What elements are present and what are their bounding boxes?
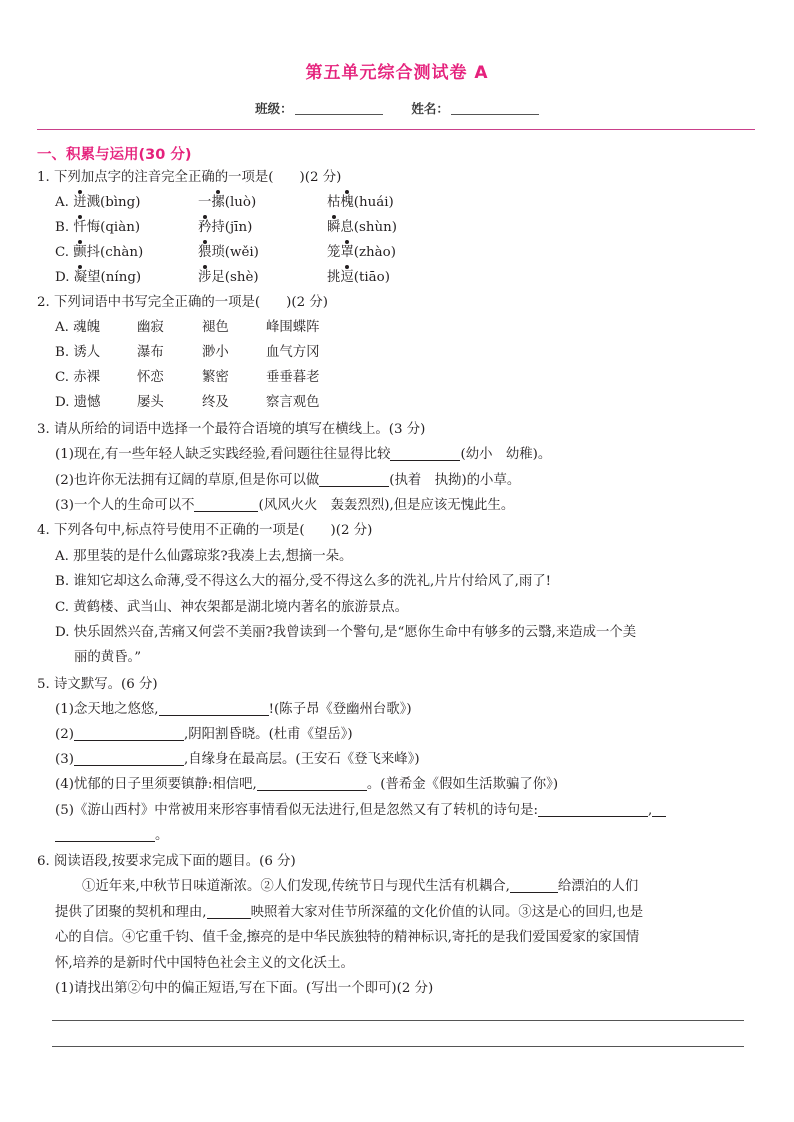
q2-d-4: 察言观色 [266,395,320,410]
q5-line-1: (1)念天地之悠悠, !(陈子昂《登幽州台歌》) [55,702,412,717]
q3-blank-3[interactable] [194,497,258,512]
q5-blank-3[interactable] [74,751,184,766]
q1-c-3: 笼罩(zhào) [327,245,396,260]
q2-d-3: 终及 [202,395,229,410]
section-title: 一、积累与运用(30 分) [37,147,192,163]
q6-passage-line-1: ①近年来,中秋节日味道渐浓。②人们发现,传统节日与现代生活有机耦合, 给漂泊的人们 [82,879,639,894]
q5-line-5-cont: 。 [55,827,168,845]
q1-b-3: 瞬息(shùn) [327,220,397,235]
q1-b-2: 矜持(jīn) [198,220,253,235]
q2-a-1: A. 魂魄 [55,320,100,335]
q5-line-3: (3) ,自缘身在最高层。(王安石《登飞来峰》) [55,752,420,767]
q3-sentence-2: (2)也许你无法拥有辽阔的草原,但是你可以做 (执着 执拗)的小草。 [55,473,521,488]
answer-line-1[interactable] [52,1020,744,1021]
answer-line-2[interactable] [52,1046,744,1047]
q5-blank-1[interactable] [159,701,269,716]
q6-stem: 6. 阅读语段,按要求完成下面的题目。(6 分) [37,854,296,869]
q1-d-1: D. 凝望(níng) [55,270,142,285]
q5-blank-5[interactable] [538,802,648,817]
q1-b-1: B. 忏悔(qiàn) [55,220,141,235]
q3-blank-2[interactable] [319,472,389,487]
name-label: 姓名： [411,101,449,116]
q4-option-d-cont: 丽的黄昏。” [74,650,142,665]
q1-a-2: 一摞(luò) [198,195,257,210]
q4-option-c: C. 黄鹤楼、武当山、神农架都是湖北境内著名的旅游景点。 [55,600,409,615]
q1-stem: 1. 下列加点字的注音完全正确的一项是( )(2 分) [37,170,342,185]
exam-title: 第五单元综合测试卷 A [305,63,489,83]
q6-passage-line-3: 心的自信。④它重千钧、值千金,擦亮的是中华民族独特的精神标识,寄托的是我们爱国爱家的家国情 [55,930,640,945]
q2-c-2: 怀恋 [137,370,164,385]
q2-c-1: C. 赤裸 [55,370,101,385]
q2-c-3: 繁密 [202,370,229,385]
q4-option-a: A. 那里装的是什么仙露琼浆?我凑上去,想摘一朵。 [55,549,353,564]
q1-c-2: 猥琐(wěi) [198,245,259,260]
q5-blank-6[interactable] [652,802,666,817]
q4-option-d: D. 快乐固然兴奋,苦痛又何尝不美丽?我曾读到一个警句,是“愿你生命中有够多的云翳,来造成一个美 [55,625,637,640]
q1-a-3: 枯槐(huái) [327,195,394,210]
q5-blank-2[interactable] [74,726,184,741]
q5-line-2: (2) ,阴阳割昏晓。(杜甫《望岳》) [55,727,353,742]
q1-d-2: 涉足(shè) [198,270,259,285]
q6-blank-2[interactable] [207,904,251,919]
q5-stem: 5. 诗文默写。(6 分) [37,677,158,692]
q1-c-1: C. 颤抖(chàn) [55,245,144,260]
name-field[interactable] [451,114,539,115]
q2-d-2: 屡头 [137,395,164,410]
q3-blank-1[interactable] [390,446,460,461]
class-field[interactable] [295,114,383,115]
q2-stem: 2. 下列词语中书写完全正确的一项是( )(2 分) [37,295,328,310]
student-info [0,99,794,117]
q6-blank-1[interactable] [510,878,558,893]
q5-line-4: (4)忧郁的日子里须要镇静:相信吧, 。(普希金《假如生活欺骗了你》) [55,777,559,792]
class-label: 班级： [255,101,293,116]
q2-a-3: 褪色 [202,320,229,335]
q6-subquestion-1: (1)请找出第②句中的偏正短语,写在下面。(写出一个即可)(2 分) [55,981,434,996]
q6-passage-line-2: 提供了团聚的契机和理由, 映照着大家对佳节所深蕴的文化价值的认同。③这是心的回归,也是 [55,905,644,920]
header-divider [37,129,755,130]
q3-sentence-1: (1)现在,有一些年轻人缺乏实践经验,看问题往往显得比较 (幼小 幼稚)。 [55,447,552,462]
q2-d-1: D. 遗憾 [55,395,101,410]
q6-passage-line-4: 怀,培养的是新时代中国特色社会主义的文化沃土。 [55,956,354,971]
q2-a-2: 幽寂 [137,320,164,335]
q1-d-3: 挑逗(tiāo) [327,270,390,285]
q3-stem: 3. 请从所给的词语中选择一个最符合语境的填写在横线上。(3 分) [37,422,426,437]
q5-line-5: (5)《游山西村》中常被用来形容事情看似无法进行,但是忽然又有了转机的诗句是: , [55,802,666,820]
q2-b-2: 瀑布 [137,345,164,360]
q2-b-1: B. 诱人 [55,345,101,360]
q3-sentence-3: (3)一个人的生命可以不 (风风火火 轰轰烈烈),但是应该无愧此生。 [55,498,515,513]
q2-a-4: 峰围蝶阵 [266,320,320,335]
q2-b-4: 血气方冈 [266,345,320,360]
q5-blank-7[interactable] [55,827,155,842]
q4-option-b: B. 谁知它却这么命薄,受不得这么大的福分,受不得这么多的洗礼,片片付给风了,雨了! [55,574,552,589]
q5-blank-4[interactable] [257,776,367,791]
q2-b-3: 渺小 [202,345,229,360]
q4-stem: 4. 下列各句中,标点符号使用不正确的一项是( )(2 分) [37,523,373,538]
q2-c-4: 垂垂暮老 [266,370,320,385]
q1-a-1: A. 迸溅(bìng) [55,195,141,210]
